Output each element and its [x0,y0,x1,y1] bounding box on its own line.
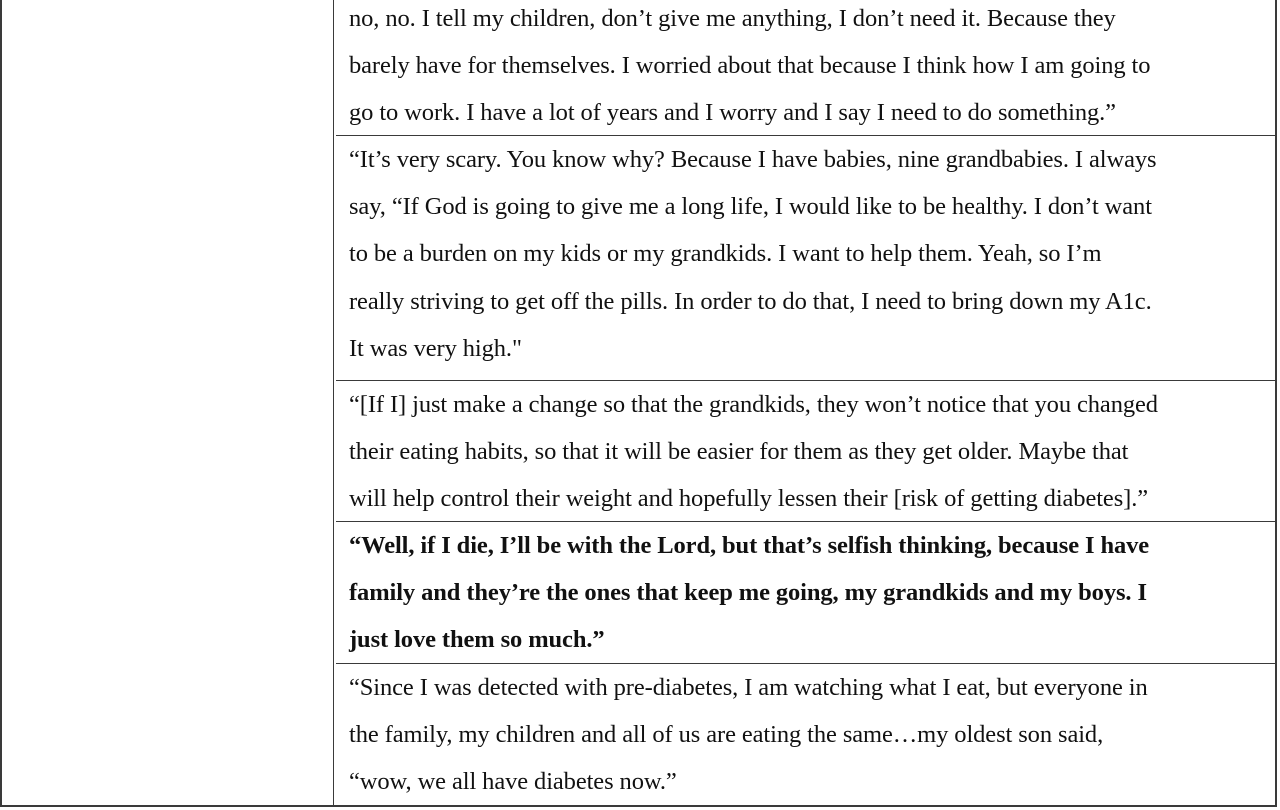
quote-2-line-3: to be a burden on my kids or my grandkids. I want to help them. Yeah, so I’m [349,240,1102,268]
table-row-quote-2 [336,136,1275,381]
quote-3-line-3: will help control their weight and hopefully lessen their [risk of getting diabetes].” [349,485,1149,513]
quote-5-line-2: the family, my children and all of us are eating the same…my oldest son said, [349,721,1104,749]
quote-5-line-1: “Since I was detected with pre-diabetes, I am watching what I eat, but everyone in [349,674,1148,701]
quote-2-line-1: “It’s very scary. You know why? Because I have babies, nine grandbabies. I always [349,146,1157,173]
table-left-column [2,0,334,805]
table-row-quote-3 [336,381,1275,522]
quote-2-line-2: say, “If God is going to give me a long life, I would like to be healthy. I don’t want [349,193,1152,221]
quote-1-line-1: no, no. I tell my children, don’t give me anything, I don’t need it. Because they [349,5,1116,32]
quote-4-line-3: just love them so much.” [349,626,605,654]
quote-5-line-3: “wow, we all have diabetes now.” [349,768,677,796]
quote-4-line-2: family and they’re the ones that keep me going, my grandkids and my boys. I [349,579,1147,607]
table-row-quote-4 [336,522,1275,664]
table-row-quote-5 [336,664,1275,807]
quote-1-line-2: barely have for themselves. I worried about that because I think how I am going to [349,52,1151,80]
quote-3-line-1: “[If I] just make a change so that the grandkids, they won’t notice that you changed [349,391,1158,418]
quote-2-line-5: It was very high." [349,334,522,362]
table-row-quote-1 [336,0,1275,136]
quote-1-line-3: go to work. I have a lot of years and I worry and I say I need to do something.” [349,99,1116,127]
quote-4-line-1: “Well, if I die, I’ll be with the Lord, but that’s selfish thinking, because I have [349,532,1150,559]
quote-3-line-2: their eating habits, so that it will be easier for them as they get older. Maybe that [349,438,1129,466]
quote-2-line-4: really striving to get off the pills. In order to do that, I need to bring down my A1c. [349,287,1152,315]
